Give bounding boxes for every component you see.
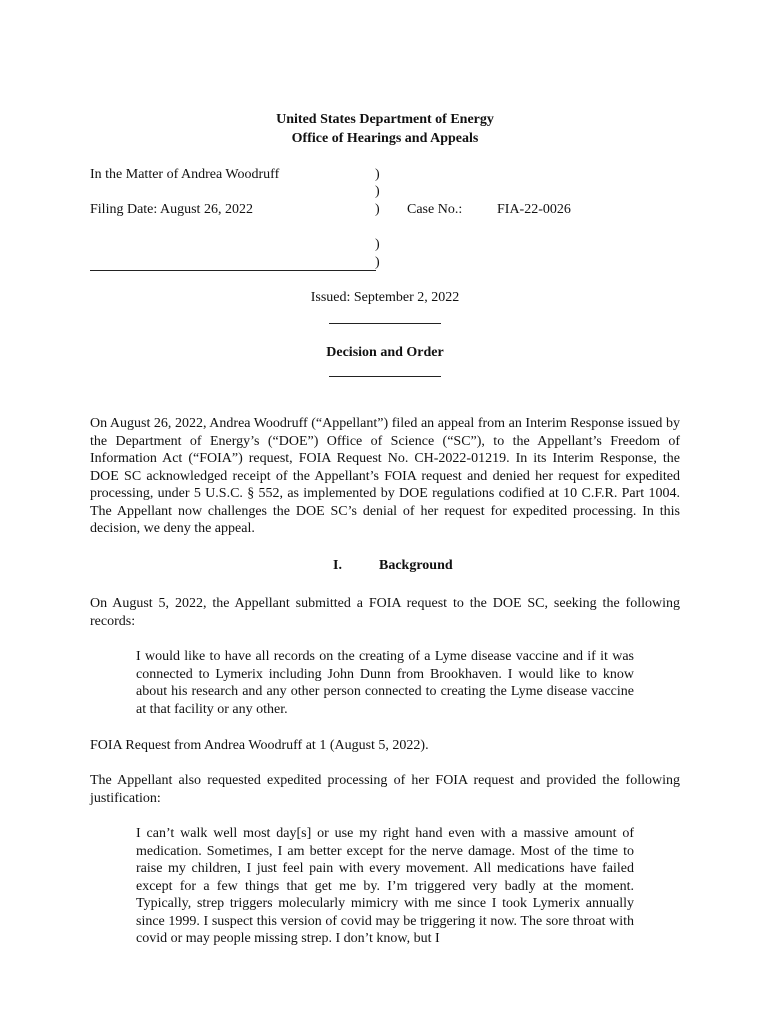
caption-paren-4: ) (375, 237, 380, 252)
case-number: FIA-22-0026 (497, 202, 571, 217)
section-numeral: I. (333, 558, 342, 573)
case-number-label: Case No.: (407, 202, 463, 217)
matter-caption: In the Matter of Andrea Woodruff (90, 167, 280, 182)
background-paragraph-1: On August 5, 2022, the Appellant submitted a FOIA request to the DOE SC, seeking the following records: (90, 596, 680, 629)
document-title: Decision and Order (326, 345, 444, 360)
caption-underline (90, 270, 376, 271)
block-quote-2: I can’t walk well most day[s] or use my right hand even with a massive amount of medication. Sometimes, I am better except for the nerve damage. Most of the time to raise my children, I just feel pain with every movement. All medications have failed except for a few things that get me by. I’m triggered very badly at the moment. Typically, strep triggers molecularly mimicry with me since I took Lymerix annually since 1999. I suspect this version of covid may be triggering it now. The sore throat with covid or may people missing strep. I don’t know, but I (136, 826, 634, 946)
intro-paragraph: On August 26, 2022, Andrea Woodruff (“Appellant”) filed an appeal from an Interim Response issued by the Department of Energy’s (“DOE”) Office of Science (“SC”), to the Appellant’s Freedom of Information Act (“FOIA”) request, FOIA Request No. CH-2022-01219. In its Interim Response, the DOE SC acknowledged receipt of the Appellant’s FOIA request and denied her request for expedited processing, under 5 U.S.C. § 552, as implemented by DOE regulations codified at 10 C.F.R. Part 1004. The Appellant now challenges the DOE SC’s denial of her request for expedited processing. In this decision, we deny the appeal. (90, 416, 680, 536)
caption-paren-5: ) (375, 255, 380, 270)
agency-name: United States Department of Energy (276, 112, 494, 127)
issued-rule (329, 323, 441, 324)
caption-paren-3: ) (375, 202, 380, 217)
citation: FOIA Request from Andrea Woodruff at 1 (August 5, 2022). (90, 738, 429, 753)
section-title: Background (379, 558, 453, 573)
office-name: Office of Hearings and Appeals (291, 131, 479, 146)
background-paragraph-2: The Appellant also requested expedited processing of her FOIA request and provided the following justification: (90, 773, 680, 806)
block-quote-1: I would like to have all records on the creating of a Lyme disease vaccine and if it was connected to Lymerix including John Dunn from Brookhaven. I would like to know about his research and any other person connected to creating the Lyme disease vaccine at that facility or any other. (136, 649, 634, 717)
issued-date: Issued: September 2, 2022 (310, 290, 460, 305)
caption-paren-1: ) (375, 167, 380, 182)
caption-paren-2: ) (375, 184, 380, 199)
title-rule (329, 376, 441, 377)
filing-date: Filing Date: August 26, 2022 (90, 202, 253, 217)
